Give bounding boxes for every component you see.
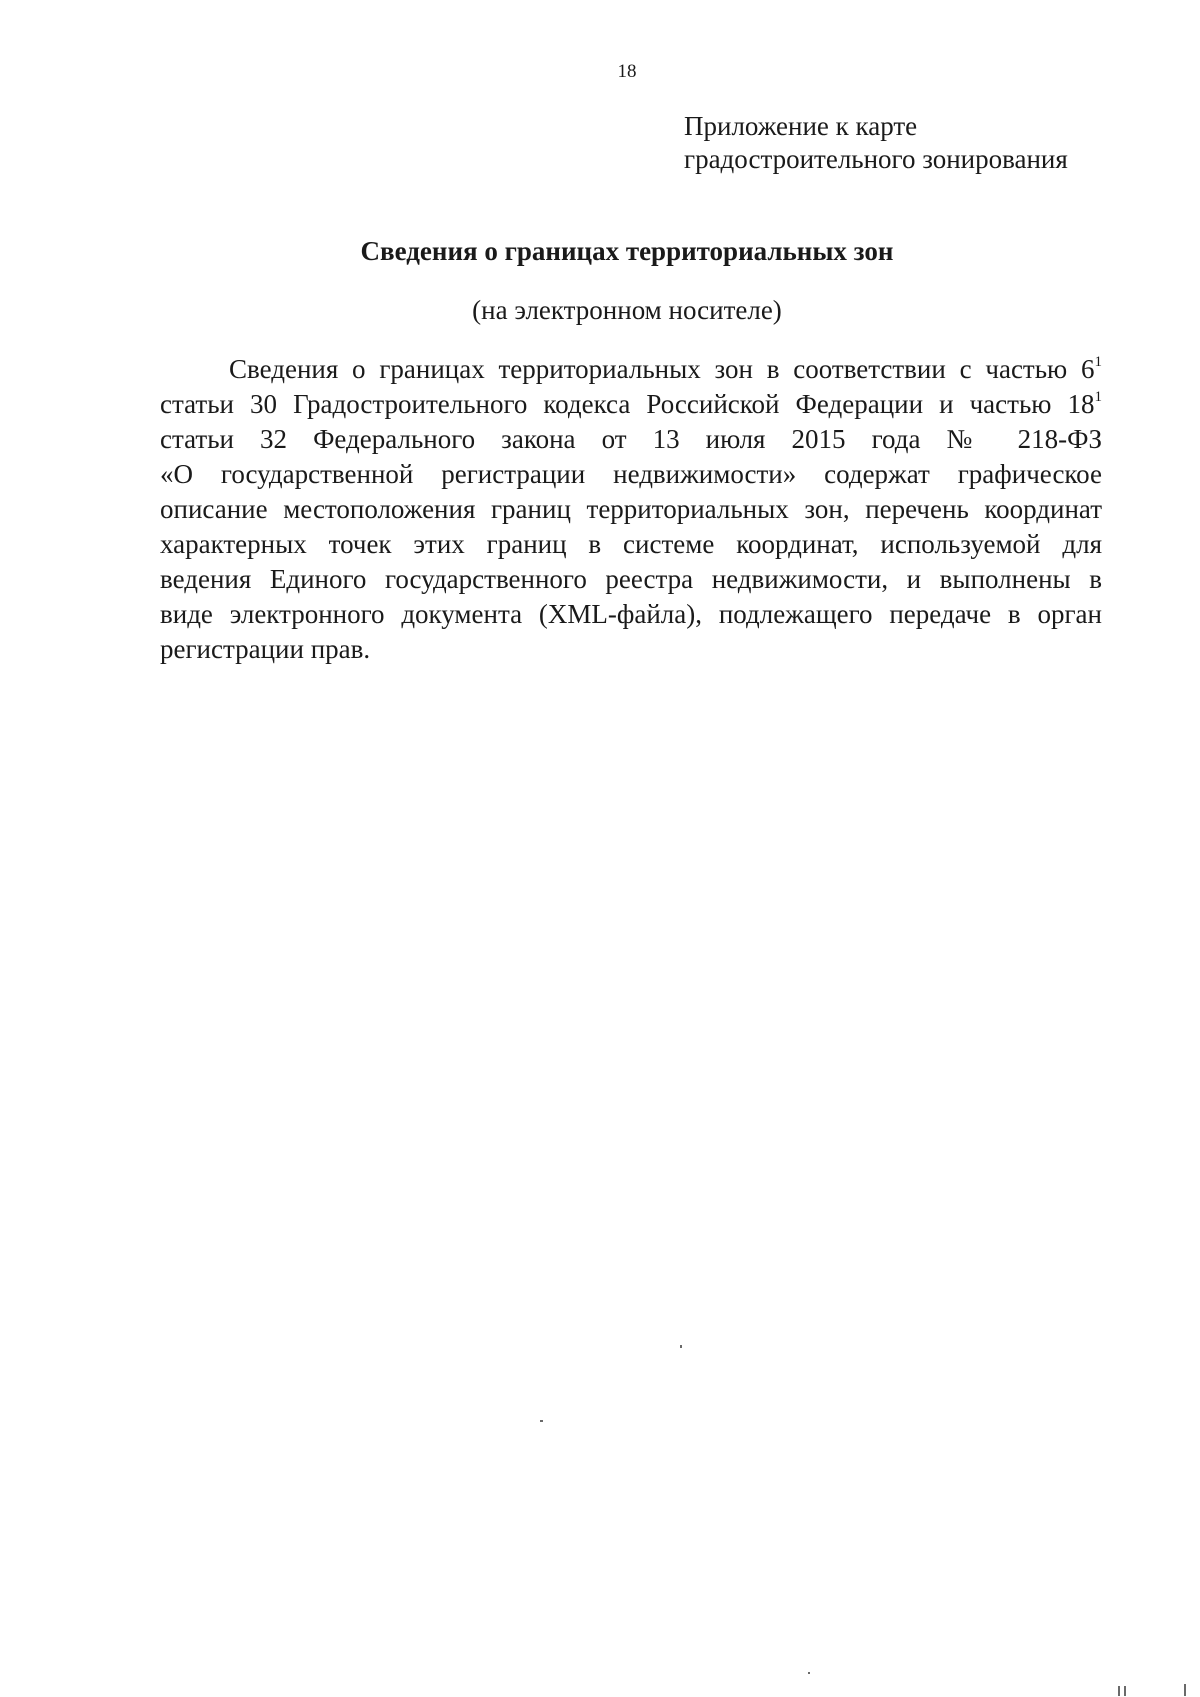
body-line-7: ведения Единого государственного реестра недвижимости, и выполнены в bbox=[160, 564, 1102, 594]
body-line-8: виде электронного документа (XML-файла), подлежащего передаче в орган bbox=[160, 599, 1102, 629]
scan-speck bbox=[1124, 1686, 1126, 1696]
scan-speck bbox=[1184, 1684, 1186, 1696]
appendix-note-line-2: градостроительного зонирования bbox=[684, 144, 1068, 174]
body-line-4: «О государственной регистрации недвижимости» содержат графическое bbox=[160, 459, 1102, 489]
document-subtitle: (на электронном носителе) bbox=[472, 295, 782, 325]
scan-speck bbox=[1118, 1686, 1120, 1696]
appendix-note bbox=[684, 110, 1068, 176]
body-line-2 bbox=[160, 387, 1102, 422]
body-line-1 bbox=[160, 352, 1102, 387]
superscript-2: 1 bbox=[1094, 389, 1102, 405]
body-line-6: характерных точек этих границ в системе координат, используемой для bbox=[160, 529, 1102, 559]
body-line-2-text: статьи 30 Градостроительного кодекса Российской Федерации и частью 18 bbox=[160, 389, 1095, 419]
page-number: 18 bbox=[617, 61, 637, 82]
scan-speck bbox=[680, 1345, 682, 1348]
appendix-note-line-1: Приложение к карте bbox=[684, 111, 918, 141]
body-line-9: регистрации прав. bbox=[160, 634, 371, 664]
body-line-3: статьи 32 Федерального закона от 13 июля 2015 года № 218-ФЗ bbox=[160, 424, 1102, 454]
body-line-1-text: Сведения о границах территориальных зон в соответствии с частью 6 bbox=[229, 354, 1095, 384]
document-title: Сведения о границах территориальных зон bbox=[360, 236, 894, 266]
body-line-5: описание местоположения границ территориальных зон, перечень координат bbox=[160, 494, 1102, 524]
superscript-1: 1 bbox=[1094, 354, 1102, 370]
body-paragraph bbox=[160, 352, 1102, 667]
scan-speck bbox=[808, 1672, 810, 1674]
scan-speck bbox=[540, 1420, 543, 1422]
